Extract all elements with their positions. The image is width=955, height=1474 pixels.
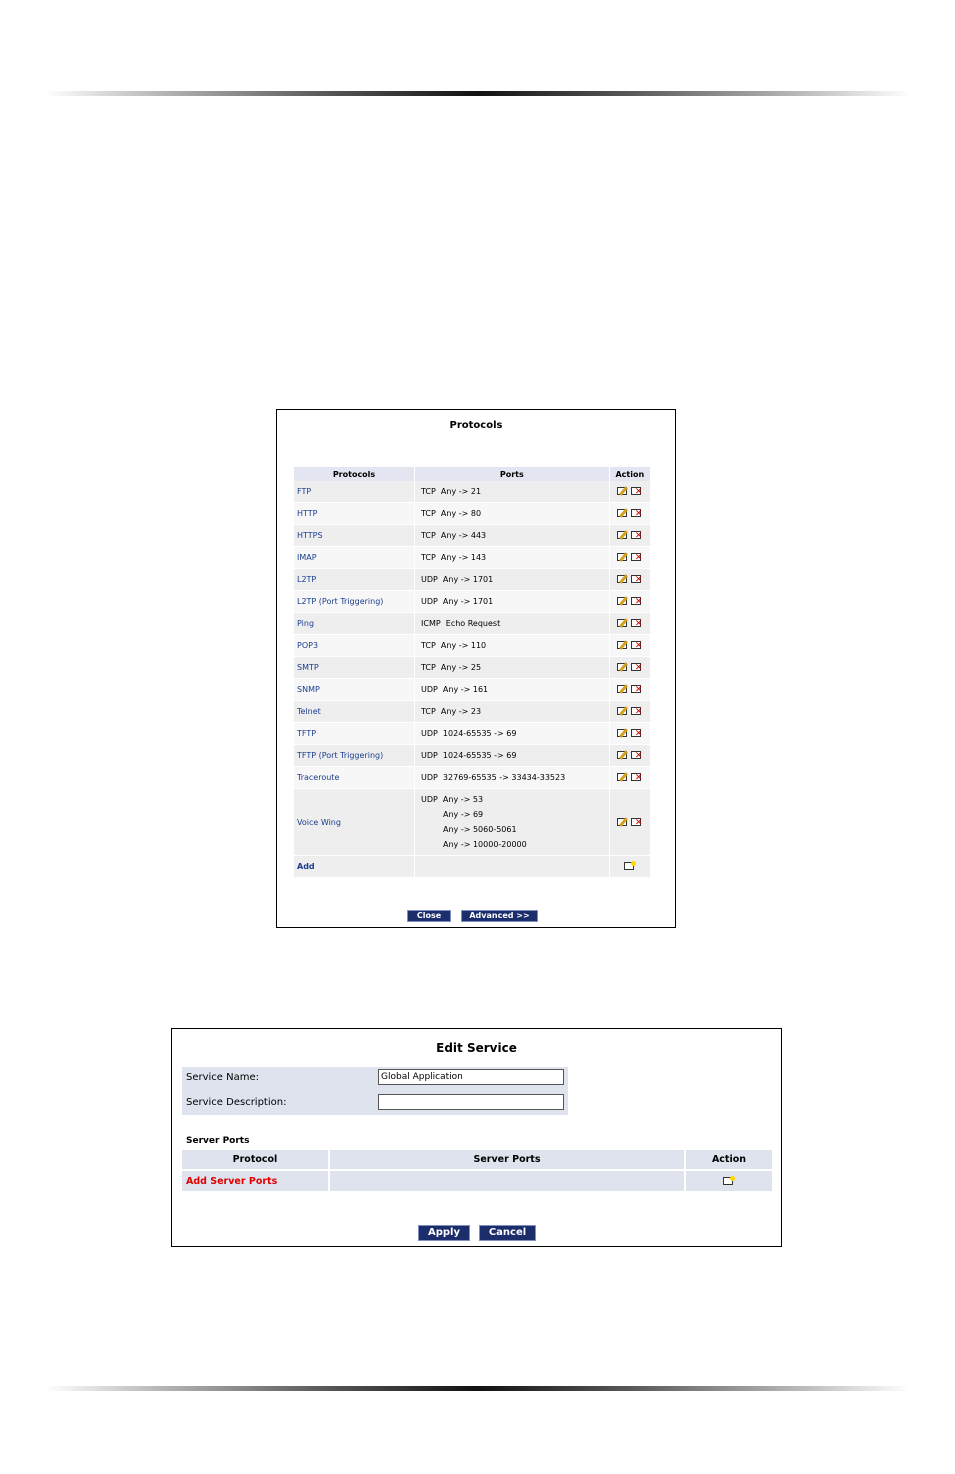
action-cell: [609, 591, 650, 613]
port-rule: UDP Any -> 53: [421, 795, 484, 804]
edit-icon[interactable]: [617, 772, 629, 783]
server-action-cell: [685, 1170, 773, 1191]
table-row: [294, 701, 651, 723]
table-row: [294, 657, 651, 679]
action-cell: [609, 613, 650, 635]
ports-cell: [415, 613, 610, 635]
header-server-ports: Server Ports: [329, 1150, 685, 1170]
table-row: [294, 569, 651, 591]
delete-icon[interactable]: [631, 508, 643, 519]
delete-icon[interactable]: [631, 552, 643, 563]
add-row-empty: [415, 856, 610, 878]
edit-icon[interactable]: [617, 618, 629, 629]
bottom-divider: [45, 1386, 910, 1391]
header-action: Action: [609, 467, 650, 481]
service-name-input[interactable]: [378, 1069, 564, 1085]
ports-cell: [415, 657, 610, 679]
table-row: [294, 503, 651, 525]
ports-cell: [415, 547, 610, 569]
edit-service-title: Edit Service: [436, 1041, 517, 1055]
delete-icon[interactable]: [631, 530, 643, 541]
edit-icon[interactable]: [617, 706, 629, 717]
protocols-window: [276, 409, 676, 928]
protocol-link[interactable]: Traceroute: [294, 767, 415, 789]
port-rule: TCP Any -> 80: [421, 509, 482, 518]
port-rule: Any -> 69: [443, 810, 484, 819]
protocol-link[interactable]: HTTPS: [294, 525, 415, 547]
advanced-button[interactable]: Advanced >>: [461, 910, 538, 922]
cancel-button[interactable]: Cancel: [479, 1225, 536, 1241]
add-protocol-link[interactable]: Add: [294, 856, 415, 878]
ports-cell: [415, 591, 610, 613]
port-rule: UDP Any -> 1701: [421, 575, 494, 584]
edit-icon[interactable]: [617, 486, 629, 497]
service-description-label: Service Description:: [186, 1097, 287, 1108]
delete-icon[interactable]: [631, 640, 643, 651]
protocol-link[interactable]: Ping: [294, 613, 415, 635]
edit-icon[interactable]: [617, 817, 629, 828]
ports-cell: [415, 679, 610, 701]
close-button[interactable]: Close: [407, 910, 451, 922]
edit-icon[interactable]: [617, 728, 629, 739]
delete-icon[interactable]: [631, 486, 643, 497]
add-icon[interactable]: [723, 1176, 735, 1187]
protocol-link[interactable]: L2TP: [294, 569, 415, 591]
port-rule: UDP Any -> 1701: [421, 597, 494, 606]
ports-cell: [415, 723, 610, 745]
action-cell: [609, 701, 650, 723]
delete-icon[interactable]: [631, 728, 643, 739]
protocol-link[interactable]: POP3: [294, 635, 415, 657]
protocol-link[interactable]: HTTP: [294, 503, 415, 525]
port-rule: UDP 32769-65535 -> 33434-33523: [421, 773, 566, 782]
server-ports-cell: [329, 1170, 685, 1191]
protocols-table: [294, 467, 651, 878]
server-ports-heading: Server Ports: [186, 1136, 250, 1146]
action-cell: [609, 767, 650, 789]
service-description-row: [182, 1092, 568, 1114]
protocol-link[interactable]: SNMP: [294, 679, 415, 701]
edit-icon[interactable]: [617, 574, 629, 585]
top-divider: [45, 91, 910, 96]
protocol-link[interactable]: TFTP (Port Triggering): [294, 745, 415, 767]
port-rule: Any -> 10000-20000: [443, 840, 527, 849]
port-rule: UDP 1024-65535 -> 69: [421, 729, 517, 738]
protocols-title: Protocols: [449, 420, 503, 431]
action-cell: [609, 635, 650, 657]
protocol-link[interactable]: Voice Wing: [294, 789, 415, 856]
ports-cell: [415, 635, 610, 657]
protocol-link[interactable]: Telnet: [294, 701, 415, 723]
table-row: [294, 679, 651, 701]
port-rule: TCP Any -> 110: [421, 641, 487, 650]
port-rule: UDP 1024-65535 -> 69: [421, 751, 517, 760]
edit-icon[interactable]: [617, 596, 629, 607]
action-cell: [609, 657, 650, 679]
action-cell: [609, 481, 650, 503]
add-action-cell: [609, 856, 650, 878]
service-name-row: [182, 1067, 568, 1089]
delete-icon[interactable]: [631, 706, 643, 717]
delete-icon[interactable]: [631, 596, 643, 607]
ports-cell: [415, 789, 610, 856]
service-name-label: Service Name:: [186, 1072, 260, 1083]
action-cell: [609, 745, 650, 767]
ports-cell: [415, 767, 610, 789]
table-row: [294, 481, 651, 503]
edit-icon[interactable]: [617, 552, 629, 563]
edit-icon[interactable]: [617, 508, 629, 519]
protocol-link[interactable]: L2TP (Port Triggering): [294, 591, 415, 613]
header-protocol: Protocol: [182, 1150, 329, 1170]
port-rule: TCP Any -> 21: [421, 487, 482, 496]
port-rule: TCP Any -> 143: [421, 553, 487, 562]
table-row: [294, 613, 651, 635]
table-row: [294, 591, 651, 613]
port-rule: UDP Any -> 161: [421, 685, 489, 694]
port-rule: TCP Any -> 25: [421, 663, 482, 672]
table-row: [294, 767, 651, 789]
ports-cell: [415, 745, 610, 767]
delete-icon[interactable]: [631, 574, 643, 585]
table-row: [294, 789, 651, 856]
table-row: [294, 525, 651, 547]
header-protocols: Protocols: [294, 467, 415, 481]
header-server-action: Action: [685, 1150, 773, 1170]
delete-icon[interactable]: [631, 618, 643, 629]
add-icon[interactable]: [624, 861, 636, 872]
table-row: [294, 723, 651, 745]
ports-cell: [415, 701, 610, 723]
action-cell: [609, 679, 650, 701]
action-cell: [609, 525, 650, 547]
protocol-link[interactable]: IMAP: [294, 547, 415, 569]
action-cell: [609, 723, 650, 745]
protocol-link[interactable]: FTP: [294, 481, 415, 503]
edit-icon[interactable]: [617, 640, 629, 651]
ports-cell: [415, 481, 610, 503]
port-rule: Any -> 5060-5061: [443, 825, 517, 834]
edit-icon[interactable]: [617, 530, 629, 541]
port-rule: TCP Any -> 23: [421, 707, 482, 716]
edit-service-window: [171, 1028, 782, 1247]
table-row: [182, 1170, 773, 1191]
delete-icon[interactable]: [631, 662, 643, 673]
server-ports-table: [182, 1150, 774, 1191]
protocol-link[interactable]: SMTP: [294, 657, 415, 679]
action-cell: [609, 547, 650, 569]
delete-icon[interactable]: [631, 817, 643, 828]
protocols-table-body: [294, 481, 651, 878]
delete-icon[interactable]: [631, 772, 643, 783]
edit-icon[interactable]: [617, 684, 629, 695]
add-row: [294, 856, 651, 878]
apply-button[interactable]: Apply: [418, 1225, 470, 1241]
port-rule: ICMP Echo Request: [421, 619, 501, 628]
action-cell: [609, 503, 650, 525]
ports-cell: [415, 503, 610, 525]
ports-cell: [415, 525, 610, 547]
protocol-link[interactable]: TFTP: [294, 723, 415, 745]
service-description-input[interactable]: [378, 1094, 564, 1110]
action-cell: [609, 789, 650, 856]
header-ports: Ports: [415, 467, 610, 481]
ports-cell: [415, 569, 610, 591]
table-row: [294, 745, 651, 767]
edit-icon[interactable]: [617, 662, 629, 673]
table-row: [294, 635, 651, 657]
delete-icon[interactable]: [631, 750, 643, 761]
table-row: [294, 547, 651, 569]
service-form: [182, 1067, 568, 1115]
action-cell: [609, 569, 650, 591]
add-server-ports-link[interactable]: Add Server Ports: [182, 1170, 329, 1191]
edit-icon[interactable]: [617, 750, 629, 761]
delete-icon[interactable]: [631, 684, 643, 695]
port-rule: TCP Any -> 443: [421, 531, 487, 540]
